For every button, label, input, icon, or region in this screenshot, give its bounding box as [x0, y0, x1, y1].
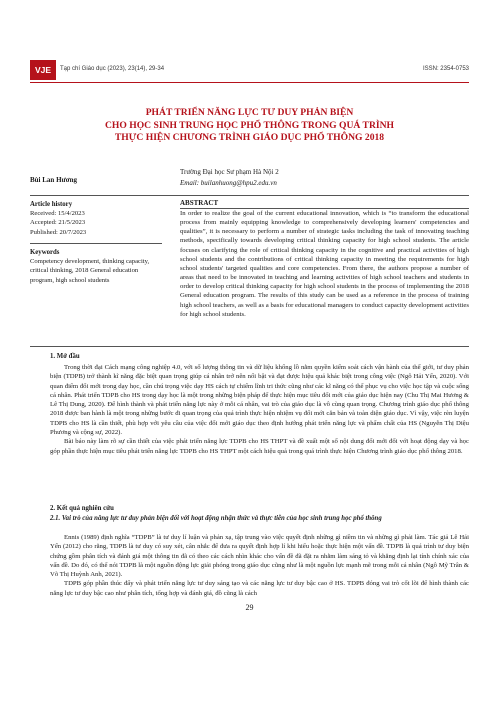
- title-line-2: CHO HỌC SINH TRUNG HỌC PHỔ THÔNG TRONG QUÁ TRÌNH: [104, 119, 394, 131]
- issn-label: ISSN: 2354-0753: [422, 66, 469, 72]
- journal-citation: Tạp chí Giáo dục (2023), 23(14), 29-34: [60, 66, 165, 72]
- intro-paragraphs: [50, 363, 469, 456]
- intro-paragraph-1: Trong thời đại Cách mạng công nghiệp 4.0, với số lượng thông tin và dữ liệu khổng lồ nằm quyền kiểm soát cách vận hành của thế giới, tư duy phản biện (TDPB) trở thành kĩ năng đặc biệt quan trọng giúp cá nhân trở nên nổi bật và đạt được hiệu quả khác biệt trong công việc (Ngô Hải Yến, 2020). Với quan điểm đổi mới trong dạy học, cần chú trọng việc dạy HS cách tự chiếm lĩnh tri thức cũng như các kĩ năng có thể phục vụ cho việc học tập và cuộc sống cá nhân. Phát triển TDPB cho HS trong dạy học là một trong những biện pháp để thực hiện mục tiêu đổi mới của giáo dục hiện nay (Chu Thị Mai Hương & Lê Thị Dung, 2020). Để hình thành và phát triển năng lực này ở mỗi cá nhân, vai trò của giáo dục là vô cùng quan trọng. Chương trình giáo dục phổ thông 2018 được ban hành là một trong những bước đi quan trọng của quá trình thực hiện nhiệm vụ đổi mới căn bản và toàn diện giáo dục. Vì vậy, việc rèn luyện TDPB cho HS là cần thiết, phù hợp với yêu cầu của việc đổi mới giáo dục theo định hướng phát triển năng lực và phẩm chất của HS (Nguyễn Thị Diệu Phương và cộng sự, 2022).: [50, 364, 469, 437]
- author-name: Bùi Lan Hương: [30, 176, 77, 184]
- article-title: [30, 107, 469, 145]
- keywords: [30, 248, 162, 285]
- title-line-3: THỰC HIỆN CHƯƠNG TRÌNH GIÁO DỤC PHỔ THÔNG 2018: [114, 132, 385, 143]
- page-number: 29: [245, 603, 254, 612]
- accepted-date: Accepted: 21/5/2023: [30, 219, 86, 227]
- received-date: Received: 15/4/2023: [30, 210, 85, 218]
- results-paragraph-1: Ennis (1989) định nghĩa “TDPB” là tư duy lí luận và phản xạ, tập trung vào việc quyết định những gì niềm tin và những gì phải làm. Tác giả Lê Hải Yến (2012) cho rằng, TDPB là tư duy có suy xét, cân nhắc để đưa ra quyết định hợp lí khi hiểu hoặc thực hiện một vấn đề. TDPB là quá trình tư duy biện chứng gồm phân tích và đánh giá một thông tin đã có theo các cách nhìn khác cho vấn đề đã đặt ra nhằm làm sáng tỏ và khẳng định lại tính chính xác của vấn đề. Do đó, có thể nói TDPB là một nguồn động lực giải phóng trong giáo dục cũng như là một nguồn lực mạnh mẽ trong mỗi cá nhân (Ngô Mỹ Trân & Võ Thị Huỳnh Anh, 2021).: [50, 534, 469, 579]
- results-paragraph-2: TDPB góp phần thúc đẩy và phát triển năng lực tư duy sáng tạo và các năng lực tư duy bậc cao ở HS. TDPB đóng vai trò cốt lõi để hình thành các năng lực tư duy bậc cao như phân tích, tổng hợp và đánh giá, đồ cũng là cách: [50, 580, 469, 597]
- keywords-text: Competency development, thinking capacity, critical thinking, 2018 General education program, high school students: [30, 258, 150, 284]
- article-history: [30, 200, 162, 237]
- keywords-heading: Keywords: [30, 249, 60, 256]
- article-history-heading: Article history: [30, 201, 73, 208]
- info-bottom-divider: [30, 346, 469, 347]
- affiliation-block: [180, 167, 279, 188]
- section-intro-heading: 1. Mở đầu: [50, 353, 80, 360]
- published-date: Published: 20/7/2023: [30, 228, 87, 236]
- journal-logo: VJE: [30, 60, 56, 80]
- intro-paragraph-2: Bài báo này làm rõ sự cần thiết của việc phát triển năng lực TDPB cho HS THPT và đề xuất một số nội dung đổi mới đối với hoạt động dạy và học góp phần thực hiện mục tiêu phát triển năng lực TDPB cho HS THPT một cách hiệu quả trong quá trình thực hiện Chương trình giáo dục phổ thông 2018.: [50, 438, 469, 455]
- subsection-heading: 2.1. Vai trò của năng lực tư duy phản biện đối với hoạt động nhận thức và thực tiễn của học sinh trung học phổ thông: [50, 515, 382, 522]
- results-paragraphs: [50, 533, 469, 598]
- sidebar-divider: [30, 243, 162, 244]
- header-divider: [30, 82, 469, 83]
- info-top-divider: [30, 195, 469, 196]
- affiliation: Trường Đại học Sư phạm Hà Nội 2: [180, 168, 279, 176]
- abstract-text: In order to realize the goal of the current educational innovation, which is “to transform the educational process from mainly equipping knowledge to comprehensively developing learners' competencies and qualities”, it is necessary to perform a number of strategic tasks including the task of innovating teaching methods, specifically towards developing critical thinking capacity for high school students. The article focuses on clarifying the role of critical thinking capacity in the cognitive and practical activities of high school students and the contributions of critical thinking capacity in meeting the requirements for high school students' targeted qualities and core competencies. From there, the authors propose a number of areas that need to be innovated in teaching and learning activities of high school teachers and students in order to develop critical thinking capacity for high school students in the process of implementing the 2018 General education program. The results of this study can be used as a reference in the process of training high school teachers, as well as a basis for educational managers to conduct capacity development activities for high school students.: [180, 210, 469, 318]
- section-results-heading: 2. Kết quả nghiên cứu: [50, 505, 114, 512]
- title-line-1: PHÁT TRIỂN NĂNG LỰC TƯ DUY PHẢN BIỆN: [145, 107, 354, 118]
- author-email: Email: builanhuong@hpu2.edu.vn: [180, 178, 277, 187]
- abstract-heading: ABSTRACT: [180, 199, 219, 207]
